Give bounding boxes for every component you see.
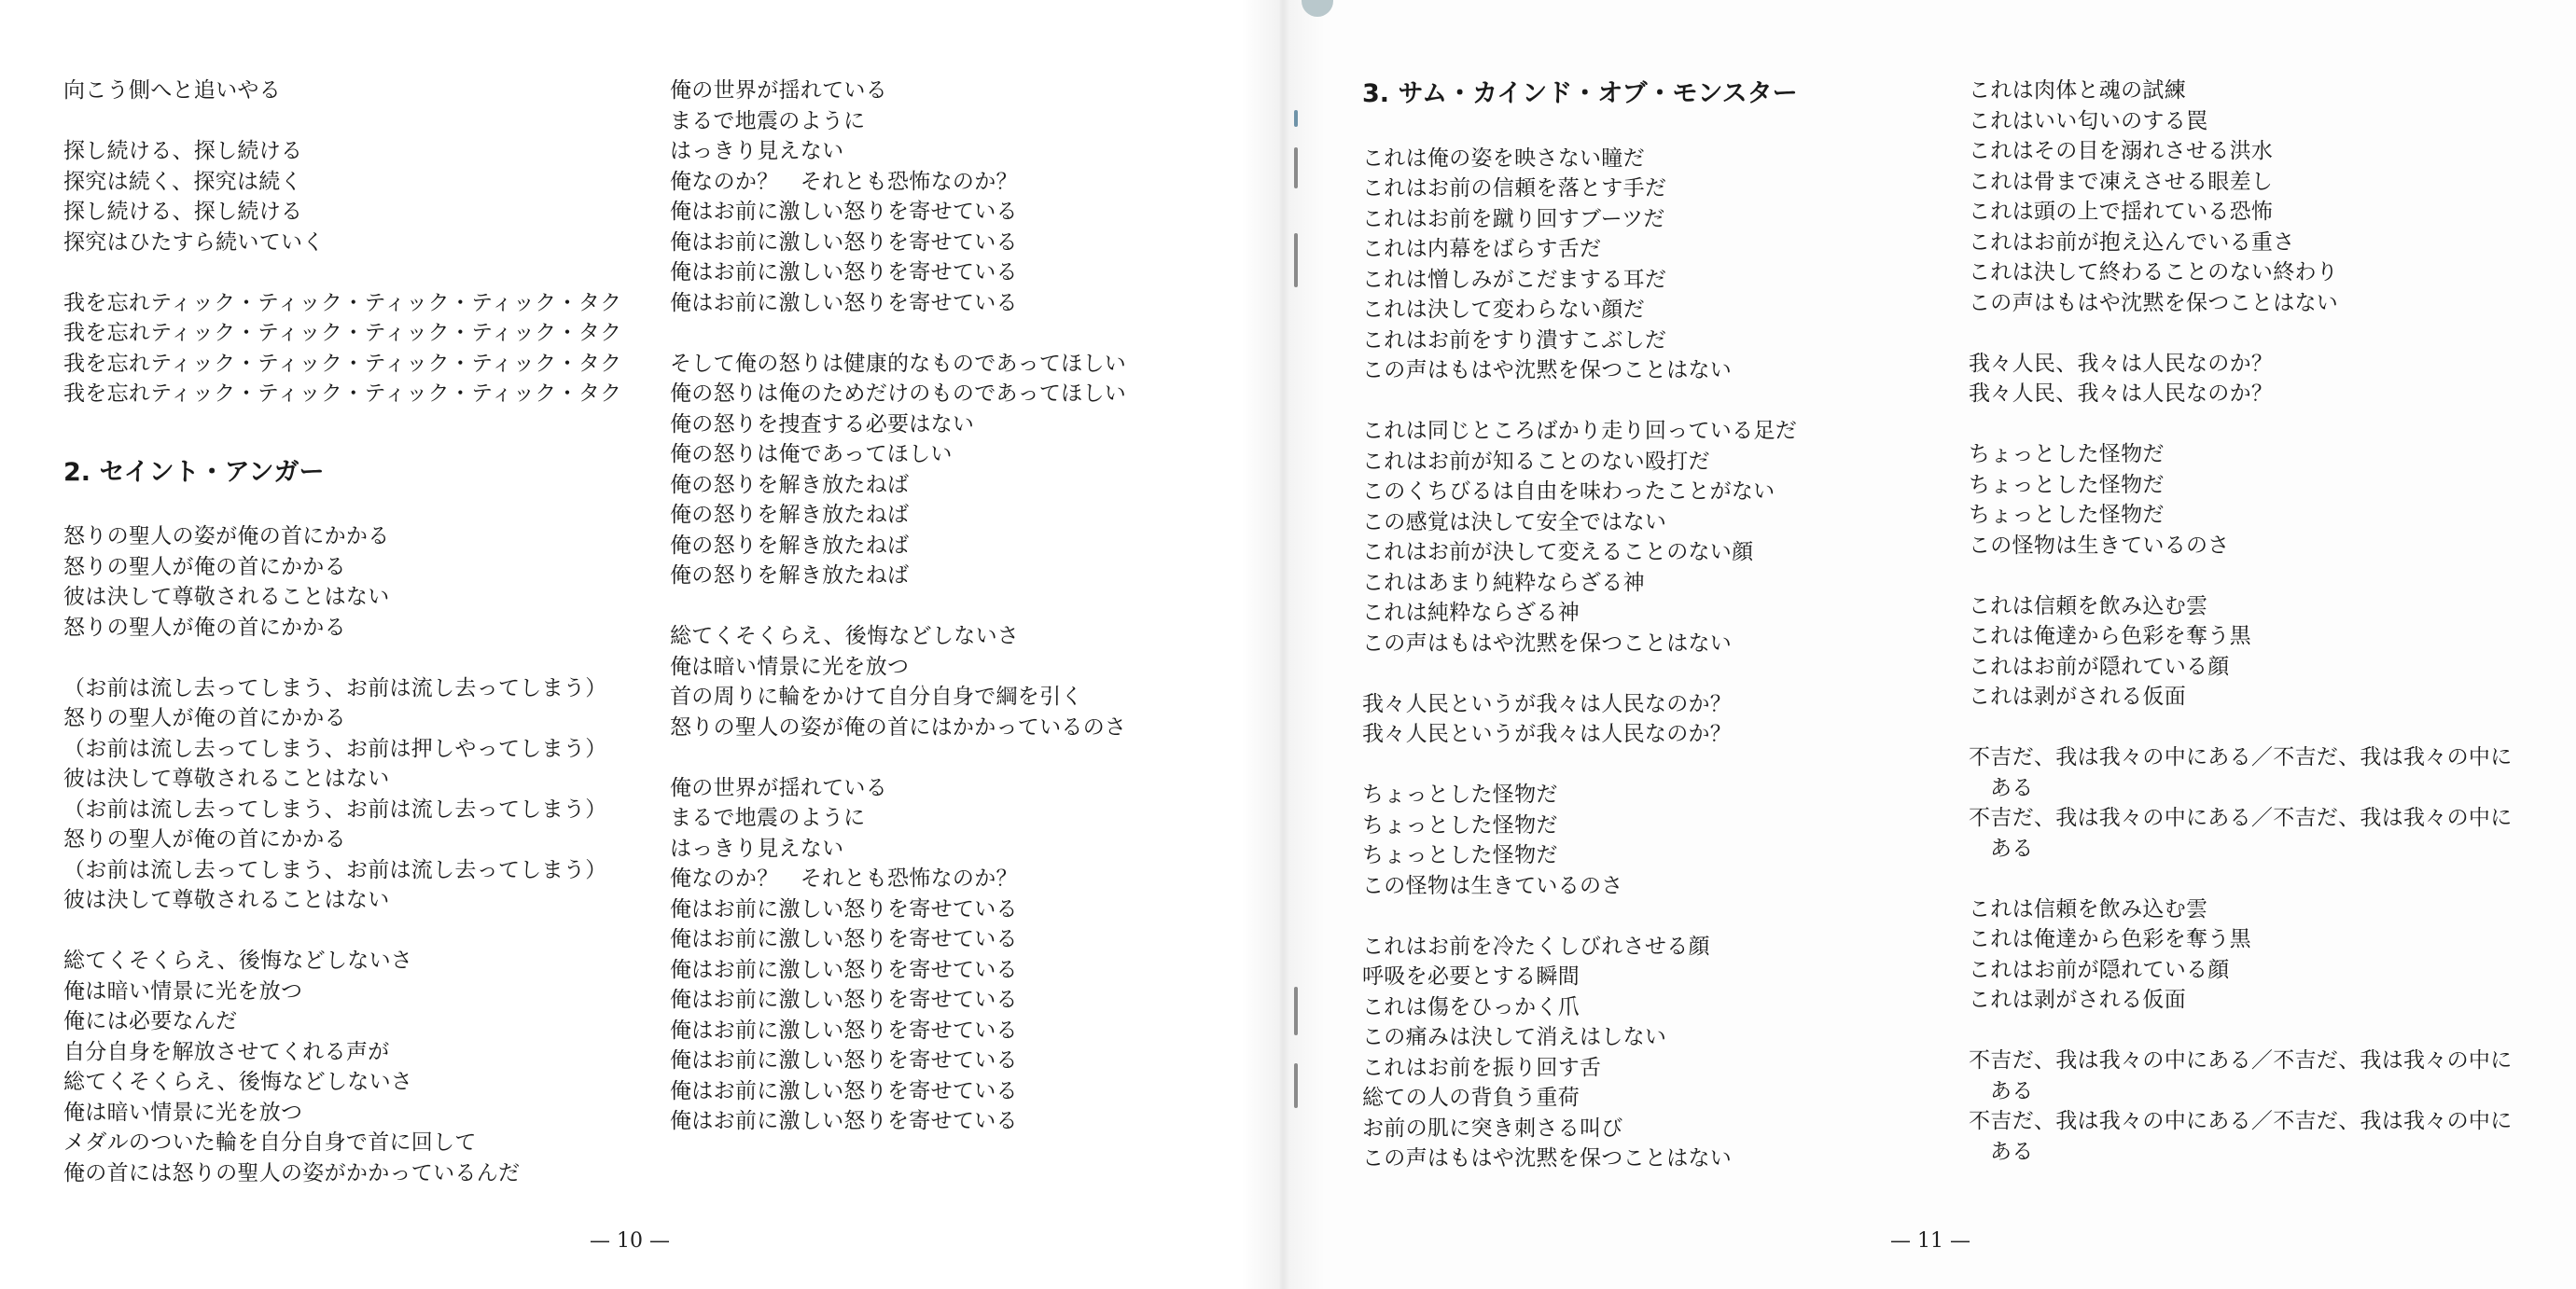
lyric-line: 俺なのか？ それとも恐怖なのか？ bbox=[670, 169, 1018, 194]
lyric-line: 怒りの聖人が俺の首にかかる bbox=[63, 554, 346, 579]
lyric-line: 俺はお前に激しい怒りを寄せている bbox=[670, 290, 1018, 315]
lyric-line: これは憎しみがこだまする耳だ bbox=[1362, 267, 1667, 292]
lyric-line: 不吉だ、我は我々の中にある／不吉だ、我は我々の中に bbox=[1969, 1048, 2513, 1073]
lyric-line: 俺の怒りを解き放たねば bbox=[670, 472, 910, 497]
page-number-right: — 11 — bbox=[1890, 1229, 1970, 1253]
lyric-line-continuation: ある bbox=[1990, 1078, 2034, 1103]
lyric-line: 俺の怒りを解き放たねば bbox=[670, 533, 910, 558]
lyric-line: 俺はお前に激しい怒りを寄せている bbox=[670, 1018, 1018, 1043]
lyric-line: 探究は続く、探究は続く bbox=[63, 169, 302, 194]
lyric-line: 怒りの聖人が俺の首にかかる bbox=[63, 706, 346, 730]
lyric-line: 我々人民、我々は人民なのか？ bbox=[1969, 381, 2274, 406]
lyric-line: 探し続ける、探し続ける bbox=[63, 200, 303, 224]
lyric-line: 怒りの聖人が俺の首にかかる bbox=[63, 615, 346, 640]
lyrics-column-3 bbox=[1362, 76, 1885, 1174]
lyric-line: （お前は流し去ってしまう、お前は流し去ってしまう） bbox=[63, 797, 607, 822]
lyric-line: これは決して変わらない顔だ bbox=[1362, 298, 1645, 322]
lyric-line: 俺の世界が揺れている bbox=[670, 78, 887, 103]
lyric-line: 彼は決して尊敬されることはない bbox=[63, 585, 390, 609]
lyrics-block-forget bbox=[63, 288, 622, 409]
lyric-line: 怒りの聖人が俺の首にかかる bbox=[63, 827, 346, 852]
lyric-line: これは純粋ならざる神 bbox=[1362, 601, 1580, 625]
lyric-line: ちょっとした怪物だ bbox=[1969, 472, 2165, 497]
lyric-line: これは剥がされる仮面 bbox=[1969, 685, 2186, 709]
lyric-line: そして俺の怒りは健康的なものであってほしい bbox=[670, 351, 1127, 376]
lyric-line: まるで地震のように bbox=[670, 108, 866, 133]
lyrics-block-cloud-1 bbox=[1969, 591, 2491, 713]
lyric-line: これは俺の姿を映さない瞳だ bbox=[1362, 146, 1645, 171]
lyric-line: これは決して終わることのない終わり bbox=[1969, 260, 2339, 284]
lyrics-block-fuck bbox=[63, 946, 586, 1188]
lyric-line-continuation: ある bbox=[1990, 1139, 2034, 1164]
binding-gutter bbox=[1241, 0, 1325, 1289]
lyric-line: これは傷をひっかく爪 bbox=[1362, 994, 1580, 1019]
lyric-line: ちょっとした怪物だ bbox=[1969, 442, 2165, 466]
song-title: 2. セイント・アンガー bbox=[63, 457, 325, 487]
lyrics-block-cloud-2 bbox=[1969, 894, 2491, 1016]
lyric-line: 俺はお前に激しい怒りを寄せている bbox=[670, 957, 1018, 982]
lyric-line: 俺はお前に激しい怒りを寄せている bbox=[670, 1078, 1018, 1103]
lyric-line: はっきり見えない bbox=[670, 139, 844, 163]
lyric-line: 俺はお前に激しい怒りを寄せている bbox=[670, 200, 1018, 224]
lyric-line: 俺は暗い情景に光を放つ bbox=[63, 1100, 303, 1125]
lyric-line: 首の周りに輪をかけて自分自身で綱を引く bbox=[670, 685, 1083, 709]
lyric-line: 総ての人の背負う重荷 bbox=[1362, 1086, 1580, 1110]
lyric-line: これはお前を振り回す舌 bbox=[1362, 1055, 1602, 1080]
lyric-line: この怪物は生きているのさ bbox=[1969, 533, 2230, 558]
lyric-line: 俺はお前に激しい怒りを寄せている bbox=[670, 1048, 1018, 1073]
lyrics-block-feet bbox=[1362, 416, 1885, 658]
lyric-line: これはお前を蹴り回すブーツだ bbox=[1362, 206, 1665, 231]
lyric-line: 探究はひたすら続いていく bbox=[63, 229, 325, 255]
lyric-line: 俺はお前に激しい怒りを寄せている bbox=[670, 927, 1018, 951]
lyrics-block-monster bbox=[1362, 780, 1885, 901]
lyrics-column-2 bbox=[670, 76, 1192, 1137]
lyric-line: 俺なのか？ それとも恐怖なのか？ bbox=[670, 866, 1018, 891]
lyrics-column-1 bbox=[63, 76, 622, 1188]
lyrics-column-4 bbox=[1969, 76, 2513, 1167]
lyrics-block-ominous-2 bbox=[1969, 1046, 2513, 1167]
lyrics-block-saint bbox=[63, 521, 586, 643]
lyrics-block-ominous-1 bbox=[1969, 742, 2513, 864]
lyrics-block-people bbox=[1969, 349, 2491, 409]
staple-mark bbox=[1294, 110, 1298, 127]
lyric-line: （お前は流し去ってしまう、お前は流し去ってしまう） bbox=[63, 857, 607, 882]
lyric-line: この声はもはや沈黙を保つことはない bbox=[1362, 631, 1733, 656]
lyric-line: これはお前の信頼を落とす手だ bbox=[1362, 176, 1667, 201]
lyric-line: ちょっとした怪物だ bbox=[1362, 812, 1558, 838]
lyric-line: これは同じところばかり走り回っている足だ bbox=[1362, 419, 1797, 443]
lyric-line: 俺は暗い情景に光を放つ bbox=[670, 654, 910, 679]
lyric-line: 不吉だ、我は我々の中にある／不吉だ、我は我々の中に bbox=[1969, 806, 2513, 830]
lyric-line: まるで地震のように bbox=[670, 806, 866, 830]
lyrics-block-search bbox=[63, 136, 586, 257]
lyric-line: このくちびるは自由を味わったことがない bbox=[1362, 479, 1775, 504]
lyric-line: 俺はお前に激しい怒りを寄せている bbox=[670, 896, 1018, 922]
lyric-line: 我々人民、我々は人民なのか？ bbox=[1969, 351, 2274, 376]
lyric-line: ちょっとした怪物だ bbox=[1362, 843, 1558, 867]
lyric-line: これはお前を冷たくしびれさせる顔 bbox=[1362, 934, 1710, 959]
lyric-line: ちょっとした怪物だ bbox=[1969, 503, 2165, 527]
lyric-line-continuation: ある bbox=[1990, 775, 2034, 800]
lyrics-block-world-1 bbox=[670, 76, 1192, 318]
lyric-line: 俺の世界が揺れている bbox=[670, 775, 887, 800]
lyric-line: お前の肌に突き刺さる叫び bbox=[1362, 1116, 1623, 1141]
lyric-line: この声はもはや沈黙を保つことはない bbox=[1969, 290, 2339, 315]
lyric-line: これは信頼を飲み込む雲 bbox=[1969, 896, 2208, 922]
lyric-line-continuation: ある bbox=[1990, 836, 2034, 861]
lyrics-block-anger bbox=[670, 349, 1192, 591]
lyric-line: 俺は暗い情景に光を放つ bbox=[63, 978, 303, 1004]
lyric-line: これは内幕をばらす舌だ bbox=[1362, 237, 1602, 261]
lyric-line: この声はもはや沈黙を保つことはない bbox=[1362, 1146, 1733, 1171]
staple-mark bbox=[1294, 1063, 1298, 1108]
lyric-line: 不吉だ、我は我々の中にある／不吉だ、我は我々の中に bbox=[1969, 745, 2513, 769]
lyric-line: これは頭の上で揺れている恐怖 bbox=[1969, 200, 2274, 224]
lyric-line: これはお前が隠れている顔 bbox=[1969, 654, 2230, 679]
lyric-line: 我々人民というが我々は人民なのか？ bbox=[1362, 722, 1733, 746]
lyric-line: これは俺達から色彩を奪う黒 bbox=[1969, 927, 2251, 951]
lyric-line: この痛みは決して消えはしない bbox=[1362, 1025, 1667, 1049]
lyric-line: これはその目を溺れさせる洪水 bbox=[1969, 139, 2274, 163]
lyric-line: これはお前が抱え込んでいる重さ bbox=[1969, 229, 2295, 255]
lyric-line: 探し続ける、探し続ける bbox=[63, 139, 303, 163]
lyric-line: これは剥がされる仮面 bbox=[1969, 988, 2186, 1012]
lyric-line: はっきり見えない bbox=[670, 836, 844, 861]
lyric-line: 彼は決して尊敬されることはない bbox=[63, 888, 390, 912]
lyric-line: 総てくそくらえ、後悔などしないさ bbox=[63, 949, 413, 973]
lyric-line: 我を忘れティック・ティック・ティック・ティック・タク bbox=[63, 351, 622, 376]
lyric-line: 俺はお前に激しい怒りを寄せている bbox=[670, 988, 1018, 1012]
lyric-line: 俺の怒りは俺のためだけのものであってほしい bbox=[670, 381, 1127, 406]
lyric-line: 不吉だ、我は我々の中にある／不吉だ、我は我々の中に bbox=[1969, 1109, 2513, 1133]
lyric-line: 呼吸を必要とする瞬間 bbox=[1362, 964, 1580, 989]
lyric-line: 我々人民というが我々は人民なのか？ bbox=[1362, 691, 1733, 716]
lyrics-block-intro bbox=[63, 76, 586, 106]
lyric-line: これは信頼を飲み込む雲 bbox=[1969, 593, 2208, 618]
lyric-line: 俺の怒りを解き放たねば bbox=[670, 503, 910, 527]
lyric-line: （お前は流し去ってしまう、お前は流し去ってしまう） bbox=[63, 675, 607, 700]
lyric-line: この怪物は生きているのさ bbox=[1362, 873, 1623, 898]
lyric-line: 俺の首には怒りの聖人の姿がかかっているんだ bbox=[63, 1160, 521, 1185]
lyric-line: 我を忘れティック・ティック・ティック・ティック・タク bbox=[63, 321, 622, 345]
lyric-line: 俺の怒りは俺であってほしい bbox=[670, 442, 953, 466]
lyrics-block-monster bbox=[1969, 439, 2491, 561]
lyrics-block-face bbox=[1362, 932, 1885, 1174]
lyric-line: メダルのついた輪を自分自身で首に回して bbox=[63, 1130, 477, 1155]
lyric-line: 彼は決して尊敬されることはない bbox=[63, 767, 390, 791]
lyric-line: （お前は流し去ってしまう、お前は押しやってしまう） bbox=[63, 736, 607, 761]
lyric-line: この声はもはや沈黙を保つことはない bbox=[1362, 358, 1733, 382]
lyric-line: これは肉体と魂の試練 bbox=[1969, 78, 2186, 103]
lyric-line: 俺はお前に激しい怒りを寄せている bbox=[670, 229, 1018, 255]
staple-mark bbox=[1294, 147, 1298, 188]
lyric-line: 俺の怒りを捜査する必要はない bbox=[670, 411, 975, 437]
lyrics-block-world-2 bbox=[670, 773, 1192, 1137]
lyric-line: 総てくそくらえ、後悔などしないさ bbox=[63, 1070, 413, 1094]
lyric-line: 怒りの聖人の姿が俺の首にはかかっているのさ bbox=[670, 714, 1127, 740]
song-title: 3. サム・カインド・オブ・モンスター bbox=[1362, 79, 1798, 108]
lyric-line: この感覚は決して安全ではない bbox=[1362, 509, 1667, 534]
lyric-line: これはあまり純粋ならざる神 bbox=[1362, 570, 1645, 595]
page-number-left: — 10 — bbox=[590, 1229, 670, 1253]
lyric-line: これはお前をすり潰すこぶしだ bbox=[1362, 327, 1667, 353]
lyric-line: 向こう側へと追いやる bbox=[63, 78, 281, 103]
lyric-line: 俺はお前に激しい怒りを寄せている bbox=[670, 1109, 1018, 1133]
lyrics-block-test bbox=[1969, 76, 2491, 318]
lyric-line: 我を忘れティック・ティック・ティック・ティック・タク bbox=[63, 381, 622, 406]
lyrics-block-fuck-2 bbox=[670, 621, 1192, 742]
lyrics-block-people bbox=[1362, 689, 1885, 750]
lyric-line: 怒りの聖人の姿が俺の首にかかる bbox=[63, 524, 390, 548]
lyric-line: ちょっとした怪物だ bbox=[1362, 783, 1558, 807]
lyric-line: 自分自身を解放させてくれる声が bbox=[63, 1039, 390, 1064]
staple-mark bbox=[1294, 233, 1298, 287]
lyric-line: これはお前が隠れている顔 bbox=[1969, 957, 2230, 982]
lyric-line: これはいい匂いのする罠 bbox=[1969, 108, 2208, 133]
lyric-line: 俺はお前に激しい怒りを寄せている bbox=[670, 260, 1018, 284]
lyric-line: これはお前が知ることのない殴打だ bbox=[1362, 449, 1710, 474]
lyrics-block-eye bbox=[1362, 144, 1885, 386]
lyric-line: 俺の怒りを解き放たねば bbox=[670, 563, 910, 588]
lyric-line: これは俺達から色彩を奪う黒 bbox=[1969, 624, 2251, 648]
lyric-line: 総てくそくらえ、後悔などしないさ bbox=[670, 624, 1020, 648]
staple-mark bbox=[1294, 987, 1298, 1035]
lyrics-block-flush bbox=[63, 673, 607, 916]
lyric-line: これは骨まで凍えさせる眼差し bbox=[1969, 169, 2274, 194]
lyric-line: 俺には必要なんだ bbox=[63, 1009, 238, 1033]
lyric-line: 我を忘れティック・ティック・ティック・ティック・タク bbox=[63, 290, 622, 315]
lyric-line: これはお前が決して変えることのない顔 bbox=[1362, 540, 1754, 564]
